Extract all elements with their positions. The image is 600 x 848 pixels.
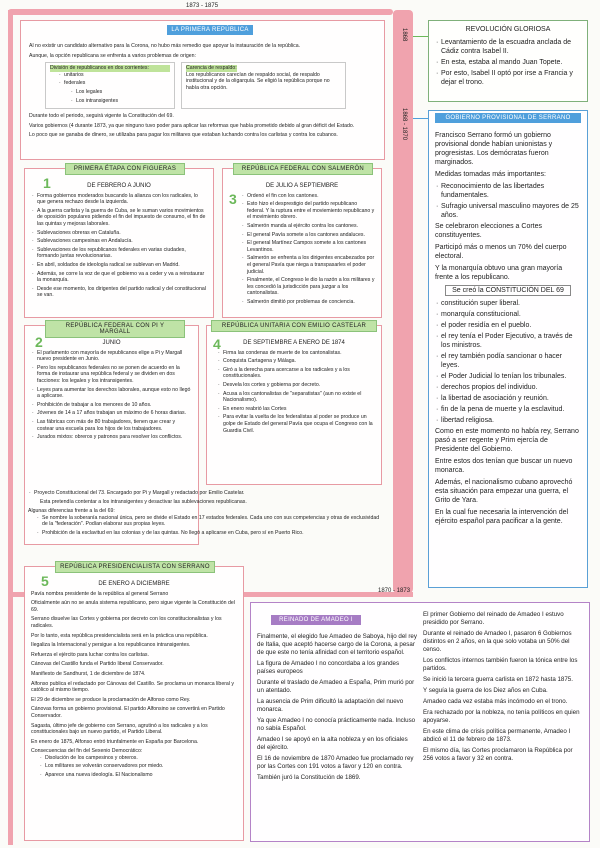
sec5-item: Cánovas del Castillo funda el Partido liberal Conservador. <box>31 661 164 668</box>
revolucion-item: · Por esto, Isabel II optó por irse a Francia y dejar el trono. <box>435 69 581 87</box>
sec3-item: · El general Martínez Campos somete a los cantones Levantinos. <box>241 240 375 253</box>
timeline-top-label: 1873 - 1875 <box>186 3 219 9</box>
primera-republica-box <box>20 20 385 160</box>
gp-const-item: · la libertad de asociación y reunión. <box>435 394 581 403</box>
sec4-item: · Para evitar la vuelta de los federalistas al poder se produce un golpe de Estado del general Pavía que ocupa el Congreso con la Guardia Civil. <box>217 414 375 434</box>
sec2-item: · Pero los republicanos federales no se ponen de acuerdo en la forma de instaurar una república federal y se dividen en dos facciones: los legales y los intransigentes. <box>31 365 192 385</box>
amadeo-left-item: También juró la Constitución de 1869. <box>257 774 361 781</box>
sec5-item: Sagasta, último jefe de gobierno con Serrano, agrutinó a los radicales y a los constitucionales bajo un nuevo partido, el Partido Liberal. <box>31 722 208 736</box>
sec5-date: DE ENERO A DICIEMBRE <box>98 581 170 587</box>
gp-medidas-item: · Sufragio universal masculino mayores de 25 años. <box>435 202 581 220</box>
sec4-box <box>206 325 382 485</box>
gp-p7: Además, el nacionalismo cubano aprovechó esta situación para empezar una guerra, el Grito de Yara. <box>435 479 573 504</box>
amadeo-left-item: El 16 de noviembre de 1870 Amadeo fue proclamado rey por las Cortes con 191 votos a favor y 120 en contra. <box>257 755 414 770</box>
sec2-item: · Las fábricas con más de 80 trabajadores, tienen que crear y costear una escuela para los hijos de los trabajadores. <box>31 419 192 432</box>
gp-const-item: · monarquía constitucional. <box>435 310 581 319</box>
sec3-item: · Salmerón manda al ejército contra los cantones. <box>241 223 375 230</box>
sec1-item: · Sublevaciones de los republicanos federales en varias ciudades, formando juntas revolucionarias. <box>31 247 207 260</box>
sec2-proyecto: · Proyecto Constitucional del 73. Encargado por Pi y Margall y redactado por Emilio Castelar. <box>28 490 383 497</box>
revolucion-item: · En esta, estaba al mando Juan Topete. <box>435 58 581 67</box>
revolucion-title: REVOLUCIÓN GLORIOSA <box>465 26 551 33</box>
sec5-item: El 29 de diciembre se produce la proclamación de Alfonso como Rey. <box>31 696 191 703</box>
carencia-box <box>181 62 346 109</box>
division-item-federales: · federales <box>58 80 170 87</box>
sec5-item: Ilegaliza la Internacional y persigue a los republicanos intransigentes. <box>31 642 191 649</box>
gp-p8: En la cual fue necesaria la intervención del ejército español para pacificar a la gente. <box>435 509 569 525</box>
gp-p1: Francisco Serrano formó un gobierno provisional donde habían unionistas y progresistas. Los demócratas fueron marginados. <box>435 132 553 166</box>
sec4-item: · Conquista Cartagena y Málaga. <box>217 358 375 365</box>
sec2-item: · El parlamento con mayoría de republicanos elige a Pi y Margall nuevo presidente en Junio. <box>31 350 192 363</box>
sec5-item: Oficialmente aún no se anula sistema republicano, pero sigue vigente la Constitución del 69. <box>31 600 235 613</box>
sec5-item: Manifiesto de Sandhurst, 1 de diciembre de 1874. <box>31 670 146 677</box>
sec5-number: 5 <box>41 573 49 589</box>
gp-const-item: · el rey tenía el Poder Ejecutivo, a través de los ministros. <box>435 332 581 350</box>
division-item-unitarios: · unitarios <box>58 72 170 79</box>
sec3-item: · Finalmente, el Congreso le dio la razón a los militares y les concedió la jurisdicción para juzgar a los cantonalistas. <box>241 277 375 297</box>
sec2-esta: Esta pretendía contentar a los intransigentes y desactivar las sublevaciones republicanas. <box>40 498 247 505</box>
amadeo-right-item: El primer Gobierno del reinado de Amadeo I estuvo presidido por Serrano. <box>423 611 564 626</box>
amadeo-right-item: Era rechazado por la nobleza, no tenía políticos en quien apoyarse. <box>423 709 580 724</box>
carencia-text: Los republicanos carecían de respaldo social, de respaldo institucional y de la oligarquía. Se eligió la república porque no había otra opción. <box>186 71 330 91</box>
gp-const-item: · constitución super liberal. <box>435 299 581 308</box>
division-sub-intransigentes: · Los intransigentes <box>70 98 170 105</box>
sec3-item: · Ordenó el fin con los cantones. <box>241 193 375 200</box>
gp-p4: Y la monarquía obtuvo una gran mayoría frente a los republicano. <box>435 265 563 281</box>
sec3-number: 3 <box>229 191 237 207</box>
sec3-item: · Esto hizo el desprestigio del partido republicano federal. Y la ruptura entre el moviemiento republicano y el movimiento obrero. <box>241 201 375 221</box>
sec4-date: DE SEPTIEMBRE A ENERO DE 1874 <box>243 340 345 346</box>
revolucion-box <box>428 20 588 102</box>
division-sub-legales: · Los legales <box>70 89 170 96</box>
sec5-item: Serrano disuelve las Cortes y gobierna por decreto con los constitucionalistas y los radicales. <box>31 616 222 629</box>
gp-p2: Se celebraron elecciones a Cortes constituyentes. <box>435 223 543 239</box>
sec2-number: 2 <box>35 334 43 350</box>
primera-republica-p3: Durante todo el periodo, seguirá vigente la Constitución del 69. <box>29 113 174 120</box>
primera-republica-p4: Varios gobiernos (4 durante 1873, ya que ninguno tuvo poder para aplicar las reformas que había prometido debido al gran déficit del Estado. <box>29 122 355 129</box>
sec2-date: JUNIO <box>102 340 121 346</box>
sec1-box <box>24 168 214 318</box>
gobierno-provisional-box <box>428 110 588 588</box>
sec1-item: · A la guerra carlista y la guerra de Cuba, se le suman varios movimientos de oposición populares pidiendo el fin del impuesto de consumo, el fin de las quintas y mejoras laborales. <box>31 208 207 228</box>
amadeo-right-item: Se inició la tercera guerra carlista en 1872 hasta 1875. <box>423 676 573 683</box>
gp-const-item: · derechos propios del individuo. <box>435 383 581 392</box>
amadeo-right-item: Amadeo cada vez estaba más incómodo en el trono. <box>423 698 568 705</box>
sec1-item: · Forma gobiernos moderados buscando la alianza con los radicales, lo que genera rechazo desde la izquierda. <box>31 193 207 206</box>
sec4-title: REPÚBLICA UNITARIA CON EMILIO CASTELAR <box>211 320 377 332</box>
sec2-algunos-item: · Prohibición de la esclavitud en las colonias y de las quintas. No llegó a aplicarse en Cuba, pero sí en Puerto Rico. <box>36 530 383 537</box>
sec2-item: · Leyes para aumentar los derechos laborales, aunque esto no llegó a aplicarse. <box>31 387 192 400</box>
amadeo-left-item: Finalmente, el elegido fue Amadeo de Saboya, hijo del rey de Italia, que aceptó hacerse cargo de la Corona, a pesar de que este no tenía afinidad con el territorio español. <box>257 633 417 656</box>
sec5-box <box>24 566 244 841</box>
amadeo-right-item: En este clima de crisis política permanente, Amadeo I abdicó el 11 de febrero de 1873. <box>423 728 571 743</box>
sec5-item: Pavía nombra presidente de la república al general Serrano <box>31 590 169 597</box>
sec4-number: 4 <box>213 336 221 352</box>
arrow-to-gobierno <box>413 118 428 119</box>
sec1-date: DE FEBRERO A JUNIO <box>87 183 151 189</box>
sec5-item: Alfonso publica el redactado por Cánovas del Castillo. Se proclama un monarca liberal y católico al mismo tiempo. <box>31 680 234 694</box>
sec2-algunos: Algunas diferencias frente a la del 69: <box>28 508 115 515</box>
sec5-cons-item: · Los militares se volverán conservadores por miedo. <box>39 763 237 770</box>
sec4-item: · Giró a la derecha para acercarse a los radicales y a los constitucionales. <box>217 367 375 380</box>
gp-const-item: · libertad religiosa. <box>435 416 581 425</box>
sec2-title: REPÚBLICA FEDERAL CON PI Y MARGALL <box>45 320 185 338</box>
sec4-item: · Desvela los cortes y gobierna por decreto. <box>217 382 375 389</box>
sec3-title: REPÚBLICA FEDERAL CON SALMERÓN <box>233 163 373 175</box>
amadeo-title: REINADO DE AMADEO I <box>271 615 361 625</box>
amadeo-right-item: El mismo día, las Cortes proclamaron la República por 256 votos a favor y 32 en contra. <box>423 747 573 762</box>
sec5-title: REPÚBLICA PRESIDENCIALISTA CON SERRANO <box>55 561 215 573</box>
sec1-item: · En abril, soldados de ideología radical se sublevan en Madrid. <box>31 262 207 269</box>
amadeo-right-item: Durante el reinado de Amadeo I, pasaron 6 Gobiernos distintos en 2 años, en la que solo votaba un 50% del censo. <box>423 630 572 653</box>
gp-p3: Participó más o menos un 70% del cuerpo electoral. <box>435 244 567 260</box>
amadeo-right-item: Los conflictos internos también fueron la tónica entre los partidos. <box>423 657 578 672</box>
timeline-main-vertical <box>393 10 413 593</box>
sec3-item: · El general Pavía somete a los cantones andaluces. <box>241 232 375 239</box>
sec2-item: · Jóvenes de 14 a 17 años trabajan un máximo de 6 horas diarias. <box>31 410 192 417</box>
gp-medidas: Medidas tomadas más importantes: <box>435 171 546 178</box>
proyecto-block <box>28 490 383 539</box>
gp-p6: Entre estos dos tenían que buscar un nuevo monarca. <box>435 458 573 474</box>
primera-republica-p1: Al no existir un candidato alternativo para la Corona, no hubo más remedio que apoyar la instauración de la república. <box>29 43 301 49</box>
sec5-cons-item: · Disolución de los campesinos y obreros. <box>39 755 237 762</box>
sec4-item: · En enero reabrió las Cortes <box>217 406 375 413</box>
sec3-item: · Salmerón dimitió por problemas de conciencia. <box>241 299 375 306</box>
sec1-title: PRIMERA ÉTAPA CON FIGUERAS <box>65 163 185 175</box>
sec1-number: 1 <box>43 175 51 191</box>
gp-const-item: · el poder residía en el pueblo. <box>435 321 581 330</box>
sec1-item: · Sublevaciones campesinas en Andalucía. <box>31 238 207 245</box>
sec5-item: Refuerza el ejército para luchar contra los carlistas. <box>31 651 149 658</box>
sec3-date: DE JULIO A SEPTIEMBRE <box>265 183 339 189</box>
sec5-item: Cánovas forma un gobierno provisional. El partido Alfonsino se convertirá en Partido Conservador. <box>31 706 225 719</box>
timeline-label-1870-1873: 1870 - 1873 <box>378 588 411 594</box>
division-box <box>45 62 175 109</box>
sec4-item: · Acusa a los cantonalistas de "separatistas" (aun no existe el Nacionalismo). <box>217 391 375 404</box>
gp-const-item: · el Poder Judicial lo tenían los tribunales. <box>435 372 581 381</box>
sec5-cons-item: · Aparece una nueva ideología. El Nacionalismo <box>39 772 237 779</box>
sec2-item: · Jurados mixtos: obreros y patronos para resolver los conflictos. <box>31 434 192 441</box>
primera-republica-title: LA PRIMERA REPÚBLICA <box>167 25 253 35</box>
amadeo-right-item: Y seguía la guerra de los Diez años en Cuba. <box>423 687 548 694</box>
sec2-algunos-item: · Se nombre la soberanía nacional única, pero se divide el Estado en 17 estados federales. Cada uno con sus competencias y otras de exclusividad de la "federación". Podían elaborar sus propias leyes. <box>36 515 383 528</box>
sec1-item: · Sublevaciones obreras en Cataluña. <box>31 230 207 237</box>
sec4-item: · Firma las condenas de muerte de los cantonalistas. <box>217 350 375 357</box>
gp-const-title: Se creó la CONSTITUCIÓN DEL 69 <box>445 285 571 296</box>
carencia-title: Carencia de respaldo: <box>186 65 237 72</box>
primera-republica-p5: Lo poco que se ganaba de dinero, se utilizaba para pagar los militares que estaban luchando contra los carlistas y contra los cubanos. <box>29 132 338 139</box>
division-title: División de republicanos en dos corrientes: <box>50 65 170 72</box>
amadeo-left-item: La ausencia de Prim dificultó la adaptación del nuevo monarca. <box>257 698 404 713</box>
amadeo-box <box>250 602 590 842</box>
amadeo-left-item: Amadeo I se apoyó en la alta nobleza y en los oficiales del ejército. <box>257 736 408 751</box>
sec3-item: · Salmerón se enfrenta a los dirigentes encabezados por el general Pavía que niega a transpasarles el poder judicial. <box>241 255 375 275</box>
sec2-item: · Prohibición de trabajar a los menores de 10 años. <box>31 402 192 409</box>
gp-const-item: · el rey también podía sancionar o hacer leyes. <box>435 352 581 370</box>
gp-p5: Como en este momento no había rey, Serrano pasó a ser regente y Prim ejercía de Presidente del Gobierno. <box>435 428 579 453</box>
sec5-item: Por lo tanto, esta república presidencialista será en la práctica una república. <box>31 632 208 639</box>
sec1-item: · Además, se corre la voz de que el gobierno va a ceder y va a reinstaurar la monarquía. <box>31 271 207 284</box>
gobierno-provisional-title: GOBIERNO PROVISIONAL DE SERRANO <box>435 113 581 123</box>
timeline-label-1868-1870: 1868 - 1870 <box>401 108 407 141</box>
arrow-to-revolucion <box>413 36 428 37</box>
sec5-item: En enero de 1875, Alfonso entró triunfalmente en España por Barcelona. <box>31 738 199 745</box>
sec1-item: · Desde ese momento, los dirigentes del partido radical y del constitucional se van. <box>31 286 207 299</box>
timeline-label-1868: 1868 <box>401 28 407 42</box>
amadeo-left-item: La figura de Amadeo I no concordaba a los grandes países europeos <box>257 660 400 675</box>
gp-medidas-item: · Reconocimiento de las libertades fundamentales. <box>435 182 581 200</box>
sec3-box <box>222 168 382 318</box>
sec5-consecuencias: Consecuencias del fin del Sexenio Democrático: <box>31 748 143 755</box>
gp-const-item: · fin de la pena de muerte y la esclavitud. <box>435 405 581 414</box>
timeline-left-bar <box>8 10 13 845</box>
revolucion-item: · Levantamiento de la escuadra anclada de Cádiz contra Isabel II. <box>435 38 581 56</box>
primera-republica-p2: Aunque, la opción republicana se enfrenta a varios problemas de origen: <box>29 52 196 59</box>
amadeo-left-item: Durante el traslado de Amadeo a España, Prim murió por un atentado. <box>257 679 415 694</box>
amadeo-left-item: Ya que Amadeo I no conocía prácticamente nada. Incluso no sabía Español. <box>257 717 416 732</box>
